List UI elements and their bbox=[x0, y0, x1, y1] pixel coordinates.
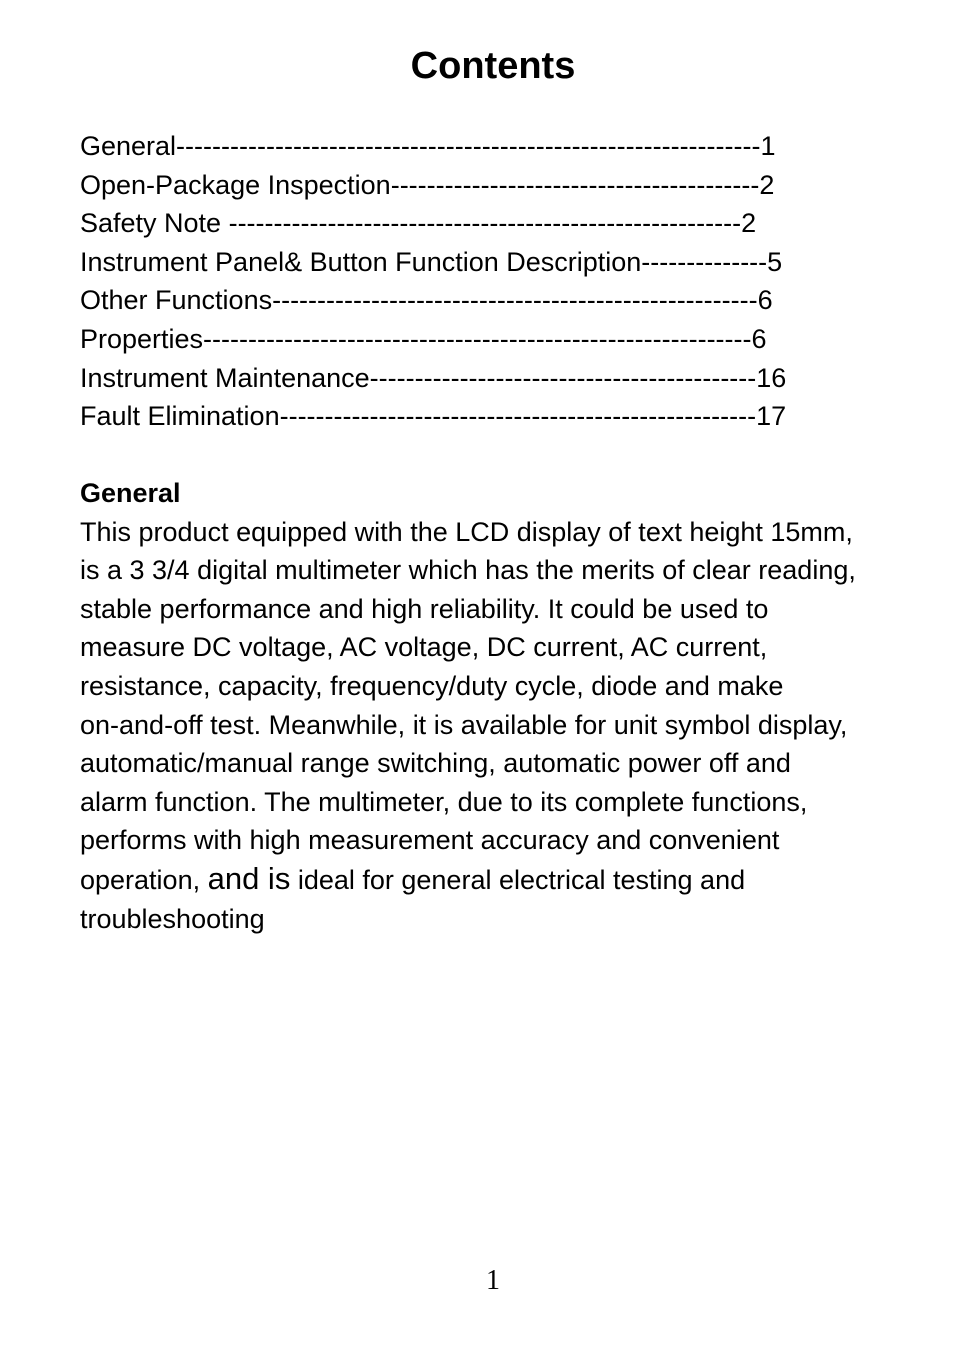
paragraph-line: performs with high measurement accuracy and convenient bbox=[80, 825, 780, 856]
line-text-emphasis: and is bbox=[207, 860, 291, 896]
paragraph-line: stable performance and high reliability. It could be used to bbox=[80, 593, 769, 624]
toc-entry-other-functions: Other Functions------------------------------------------------------6 bbox=[80, 285, 773, 316]
paragraph-line: resistance, capacity, frequency/duty cycle, diode and make bbox=[80, 670, 784, 701]
toc-entry-properties: Properties-------------------------------------------------------------6 bbox=[80, 323, 767, 354]
paragraph-line: This product equipped with the LCD display of text height 15mm, bbox=[80, 516, 853, 547]
contents-title: Contents bbox=[410, 45, 576, 87]
paragraph-line: automatic/manual range switching, automatic power off and bbox=[80, 748, 791, 779]
toc-entry-open-package-inspection: Open-Package Inspection-----------------------------------------2 bbox=[80, 169, 775, 200]
paragraph-line: on-and-off test. Meanwhile, it is available for unit symbol display, bbox=[80, 709, 848, 740]
table-of-contents bbox=[80, 127, 786, 436]
paragraph-line: alarm function. The multimeter, due to its complete functions, bbox=[80, 786, 808, 817]
section-heading-general: General bbox=[80, 478, 181, 508]
toc-entry-safety-note: Safety Note ---------------------------------------------------------2 bbox=[80, 208, 757, 239]
paragraph-line-mixed bbox=[80, 860, 930, 900]
toc-entry-general: General-----------------------------------------------------------------1 bbox=[80, 131, 776, 161]
page-number: 1 bbox=[486, 1265, 500, 1296]
toc-entry-instrument-panel: Instrument Panel& Button Function Description--------------5 bbox=[80, 246, 783, 277]
paragraph-line: troubleshooting bbox=[80, 903, 265, 934]
line-text-start: operation, bbox=[80, 864, 208, 895]
general-paragraph bbox=[80, 513, 930, 939]
general-section bbox=[80, 474, 930, 938]
paragraph-line: is a 3 3/4 digital multimeter which has the merits of clear reading, bbox=[80, 555, 856, 586]
toc-entry-fault-elimination: Fault Elimination-----------------------------------------------------17 bbox=[80, 401, 787, 432]
toc-entry-instrument-maintenance: Instrument Maintenance-------------------------------------------16 bbox=[80, 362, 787, 393]
line-text-end: ideal for general electrical testing and bbox=[290, 864, 746, 895]
paragraph-line: measure DC voltage, AC voltage, DC current, AC current, bbox=[80, 632, 768, 663]
